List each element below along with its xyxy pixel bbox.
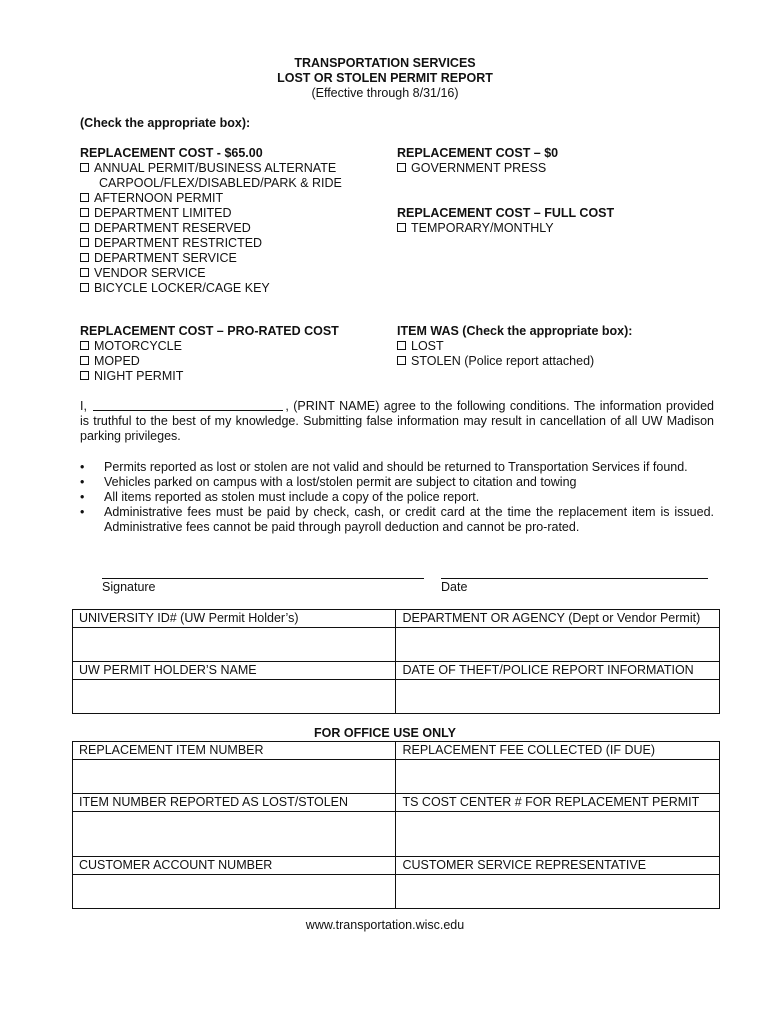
table-row <box>73 680 720 714</box>
replacement-fee-label: REPLACEMENT FEE COLLECTED (IF DUE) <box>396 742 720 760</box>
replacement-full-cost-group <box>397 206 614 236</box>
condition-text: Administrative fees must be paid by check, cash, or credit card at the time the replacement item is issued. Administrative fees cannot be paid through payroll deduction and cannot be pro-rated. <box>104 505 714 534</box>
office-use-heading: FOR OFFICE USE ONLY <box>314 726 456 740</box>
replacement-item-number-field[interactable] <box>73 760 396 794</box>
option-label: DEPARTMENT RESERVED <box>94 221 251 235</box>
table-row <box>73 875 720 909</box>
checkbox-option[interactable] <box>80 236 342 251</box>
checkbox-option[interactable] <box>80 266 342 281</box>
group-heading: REPLACEMENT COST – PRO-RATED COST <box>80 324 339 338</box>
option-label: DEPARTMENT SERVICE <box>94 251 237 265</box>
list-item <box>80 475 714 490</box>
condition-text: Vehicles parked on campus with a lost/stolen permit are subject to citation and towing <box>104 475 577 489</box>
theft-date-label: DATE OF THEFT/POLICE REPORT INFORMATION <box>396 662 720 680</box>
bullet-icon: • <box>80 505 85 519</box>
condition-text: Permits reported as lost or stolen are not valid and should be returned to Transportation Services if found. <box>104 460 688 474</box>
checkbox[interactable] <box>80 341 89 350</box>
lost-item-number-label: ITEM NUMBER REPORTED AS LOST/STOLEN <box>73 794 396 812</box>
lost-item-number-field[interactable] <box>73 812 396 857</box>
option-label: TEMPORARY/MONTHLY <box>411 221 554 235</box>
option-label: NIGHT PERMIT <box>94 369 184 383</box>
replacement-0-group <box>397 146 558 176</box>
checkbox-option[interactable] <box>80 251 342 266</box>
checkbox[interactable] <box>80 283 89 292</box>
table-row <box>73 742 720 760</box>
department-agency-field[interactable] <box>396 628 720 662</box>
option-label: ANNUAL PERMIT/BUSINESS ALTERNATE <box>94 161 337 175</box>
list-item <box>80 460 714 475</box>
checkbox-option[interactable] <box>80 369 339 384</box>
checkbox-option[interactable] <box>397 221 614 236</box>
checkbox[interactable] <box>397 341 406 350</box>
table-row <box>73 794 720 812</box>
print-name-field[interactable] <box>93 399 283 411</box>
replacement-fee-field[interactable] <box>396 760 720 794</box>
date-field[interactable] <box>441 578 708 579</box>
option-label: AFTERNOON PERMIT <box>94 191 224 205</box>
option-label: BICYCLE LOCKER/CAGE KEY <box>94 281 270 295</box>
date-label: Date <box>441 580 468 594</box>
cost-center-field[interactable] <box>396 812 720 857</box>
option-label: VENDOR SERVICE <box>94 266 206 280</box>
agreement-text: , (PRINT NAME) agree to the following conditions. The information provided is truthful to the best of my knowledge. Submitting false information may result in cancellation of all UW Madison parking privileges. <box>80 399 714 443</box>
checkbox-option[interactable] <box>80 354 339 369</box>
checkbox[interactable] <box>397 356 406 365</box>
option-label: GOVERNMENT PRESS <box>411 161 547 175</box>
checkbox[interactable] <box>80 163 89 172</box>
checkbox[interactable] <box>80 208 89 217</box>
table-row <box>73 628 720 662</box>
option-label: DEPARTMENT LIMITED <box>94 206 232 220</box>
checkbox[interactable] <box>80 193 89 202</box>
checkbox[interactable] <box>397 163 406 172</box>
group-heading: REPLACEMENT COST – FULL COST <box>397 206 615 220</box>
agreement-prefix: I, <box>80 399 87 413</box>
table-row <box>73 812 720 857</box>
replacement-prorated-group <box>80 324 339 384</box>
permit-holder-table <box>72 609 720 714</box>
office-use-table <box>72 741 720 909</box>
option-label: STOLEN (Police report attached) <box>411 354 595 368</box>
option-label: MOPED <box>94 354 140 368</box>
checkbox-option[interactable] <box>80 221 342 236</box>
condition-text: All items reported as stolen must include a copy of the police report. <box>104 490 480 504</box>
checkbox[interactable] <box>80 253 89 262</box>
replacement-item-number-label: REPLACEMENT ITEM NUMBER <box>73 742 396 760</box>
table-row <box>73 760 720 794</box>
customer-account-label: CUSTOMER ACCOUNT NUMBER <box>73 857 396 875</box>
table-row <box>73 662 720 680</box>
bullet-icon: • <box>80 460 85 474</box>
checkbox-option[interactable] <box>80 339 339 354</box>
department-agency-label: DEPARTMENT OR AGENCY (Dept or Vendor Permit) <box>396 610 720 628</box>
agreement-paragraph <box>80 399 714 444</box>
form-agency-title: TRANSPORTATION SERVICES <box>294 56 476 70</box>
checkbox[interactable] <box>80 356 89 365</box>
checkbox-option[interactable] <box>397 161 558 176</box>
group-heading: ITEM WAS (Check the appropriate box): <box>397 324 633 338</box>
checkbox-option[interactable] <box>397 354 632 369</box>
theft-date-field[interactable] <box>396 680 720 714</box>
table-row <box>73 857 720 875</box>
option-label-continued: CARPOOL/FLEX/DISABLED/PARK & RIDE <box>99 176 342 190</box>
signature-field[interactable] <box>102 578 424 579</box>
university-id-label: UNIVERSITY ID# (UW Permit Holder’s) <box>73 610 396 628</box>
holder-name-label: UW PERMIT HOLDER’S NAME <box>73 662 396 680</box>
list-item <box>80 505 714 535</box>
customer-account-field[interactable] <box>73 875 396 909</box>
checkbox-option[interactable] <box>80 281 342 296</box>
university-id-field[interactable] <box>73 628 396 662</box>
checkbox-option[interactable] <box>397 339 632 354</box>
list-item <box>80 490 714 505</box>
checkbox[interactable] <box>80 371 89 380</box>
table-row <box>73 610 720 628</box>
checkbox-option[interactable] <box>80 191 342 206</box>
footer-url[interactable]: www.transportation.wisc.edu <box>305 918 465 932</box>
service-rep-label: CUSTOMER SERVICE REPRESENTATIVE <box>396 857 720 875</box>
replacement-65-group <box>80 146 342 296</box>
item-status-group <box>397 324 632 369</box>
check-instruction: (Check the appropriate box): <box>80 116 251 130</box>
group-heading: REPLACEMENT COST - $65.00 <box>80 146 263 160</box>
bullet-icon: • <box>80 490 85 504</box>
checkbox[interactable] <box>80 238 89 247</box>
form-title: LOST OR STOLEN PERMIT REPORT <box>277 71 493 85</box>
checkbox[interactable] <box>397 223 406 232</box>
service-rep-field[interactable] <box>396 875 720 909</box>
checkbox[interactable] <box>80 223 89 232</box>
checkbox-option[interactable] <box>80 161 342 176</box>
bullet-icon: • <box>80 475 85 489</box>
holder-name-field[interactable] <box>73 680 396 714</box>
cost-center-label: TS COST CENTER # FOR REPLACEMENT PERMIT <box>396 794 720 812</box>
conditions-list <box>80 460 714 535</box>
option-label: DEPARTMENT RESTRICTED <box>94 236 263 250</box>
checkbox[interactable] <box>80 268 89 277</box>
option-label: LOST <box>411 339 444 353</box>
effective-date: (Effective through 8/31/16) <box>311 86 459 100</box>
option-label: MOTORCYCLE <box>94 339 182 353</box>
group-heading: REPLACEMENT COST – $0 <box>397 146 559 160</box>
checkbox-option[interactable] <box>80 206 342 221</box>
signature-label: Signature <box>102 580 156 594</box>
